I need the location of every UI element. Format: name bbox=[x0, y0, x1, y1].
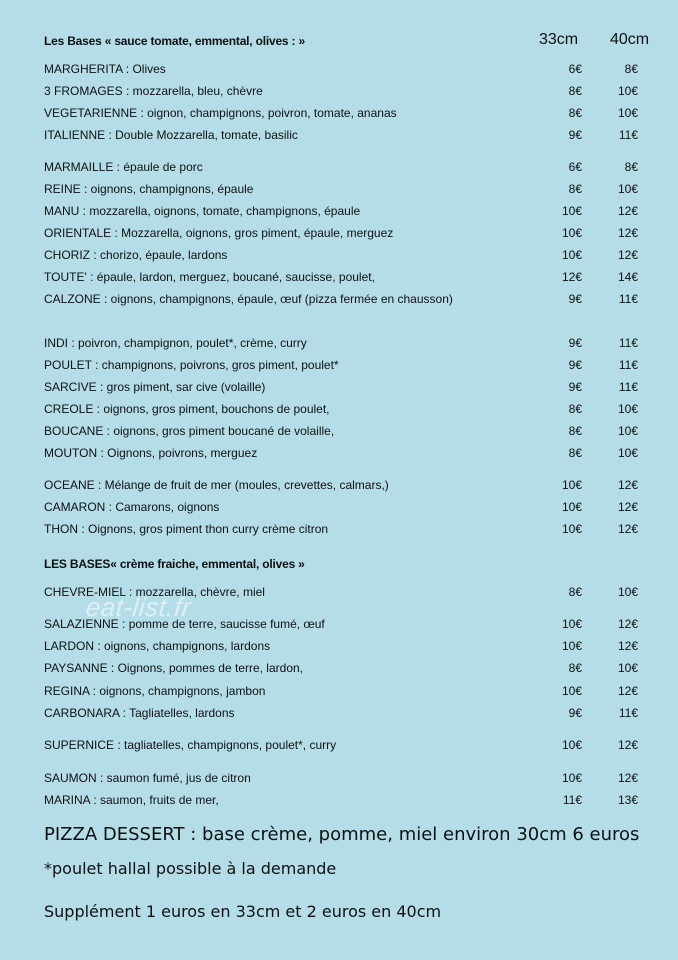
menu-item: POULET : champignons, poivrons, gros piment, poulet* 9€ 11€ bbox=[44, 358, 638, 372]
dessert-note: PIZZA DESSERT : base crème, pomme, miel environ 30cm 6 euros bbox=[44, 824, 640, 845]
section-title-tomato: Les Bases « sauce tomate, emmental, olives : » bbox=[44, 34, 305, 48]
menu-item: REGINA : oignons, champignons, jambon 10€ 12€ bbox=[44, 684, 638, 698]
menu-item: CHEVRE-MIEL : mozzarella, chèvre, miel 8€ 10€ bbox=[44, 585, 638, 599]
menu-item: REINE : oignons, champignons, épaule 8€ 10€ bbox=[44, 182, 638, 196]
size-header-40: 40cm bbox=[610, 31, 650, 48]
menu-item: CHORIZ : chorizo, épaule, lardons 10€ 12€ bbox=[44, 248, 638, 262]
menu-item: ITALIENNE : Double Mozzarella, tomate, basilic 9€ 11€ bbox=[44, 128, 638, 142]
hallal-note: *poulet hallal possible à la demande bbox=[44, 859, 337, 878]
menu-item: ORIENTALE : Mozzarella, oignons, gros piment, épaule, merguez 10€ 12€ bbox=[44, 226, 638, 240]
menu-item: THON : Oignons, gros piment thon curry crème citron 10€ 12€ bbox=[44, 522, 638, 536]
menu-item: MARMAILLE : épaule de porc 6€ 8€ bbox=[44, 160, 638, 174]
menu-item: BOUCANE : oignons, gros piment boucané de volaille, 8€ 10€ bbox=[44, 424, 638, 438]
menu-item: MANU : mozzarella, oignons, tomate, champignons, épaule 10€ 12€ bbox=[44, 204, 638, 218]
menu-item: CREOLE : oignons, gros piment, bouchons de poulet, 8€ 10€ bbox=[44, 402, 638, 416]
menu-item: SALAZIENNE : pomme de terre, saucisse fumé, œuf 10€ 12€ bbox=[44, 617, 638, 631]
watermark: eat-list.fr bbox=[84, 592, 193, 622]
menu-item: MARGHERITA : Olives 6€ 8€ bbox=[44, 62, 638, 76]
supplement-note: Supplément 1 euros en 33cm et 2 euros en 40cm bbox=[44, 902, 442, 921]
section-title-cream: LES BASES« crème fraiche, emmental, olives » bbox=[44, 557, 305, 571]
menu-item: PAYSANNE : Oignons, pommes de terre, lardon, 8€ 10€ bbox=[44, 661, 638, 675]
menu-item: CALZONE : oignons, champignons, épaule, œuf (pizza fermée en chausson) 9€ 11€ bbox=[44, 292, 638, 306]
menu-item: VEGETARIENNE : oignon, champignons, poivron, tomate, ananas 8€ 10€ bbox=[44, 106, 638, 120]
menu-item: LARDON : oignons, champignons, lardons 10€ 12€ bbox=[44, 639, 638, 653]
menu-item: SAUMON : saumon fumé, jus de citron 10€ 12€ bbox=[44, 771, 638, 785]
size-header-33: 33cm bbox=[539, 31, 579, 48]
menu-item: CAMARON : Camarons, oignons 10€ 12€ bbox=[44, 500, 638, 514]
menu-item: MOUTON : Oignons, poivrons, merguez 8€ 10€ bbox=[44, 446, 638, 460]
menu-item: SUPERNICE : tagliatelles, champignons, poulet*, curry 10€ 12€ bbox=[44, 738, 638, 752]
menu-item: CARBONARA : Tagliatelles, lardons 9€ 11€ bbox=[44, 706, 638, 720]
menu-item: INDI : poivron, champignon, poulet*, crème, curry 9€ 11€ bbox=[44, 336, 638, 350]
menu-item: SARCIVE : gros piment, sar cive (volaille) 9€ 11€ bbox=[44, 380, 638, 394]
menu-item: MARINA : saumon, fruits de mer, 11€ 13€ bbox=[44, 793, 638, 807]
menu-item: 3 FROMAGES : mozzarella, bleu, chèvre 8€ 10€ bbox=[44, 84, 638, 98]
menu-item: TOUTE' : épaule, lardon, merguez, boucané, saucisse, poulet, 12€ 14€ bbox=[44, 270, 638, 284]
menu-item: OCEANE : Mélange de fruit de mer (moules, crevettes, calmars,) 10€ 12€ bbox=[44, 478, 638, 492]
